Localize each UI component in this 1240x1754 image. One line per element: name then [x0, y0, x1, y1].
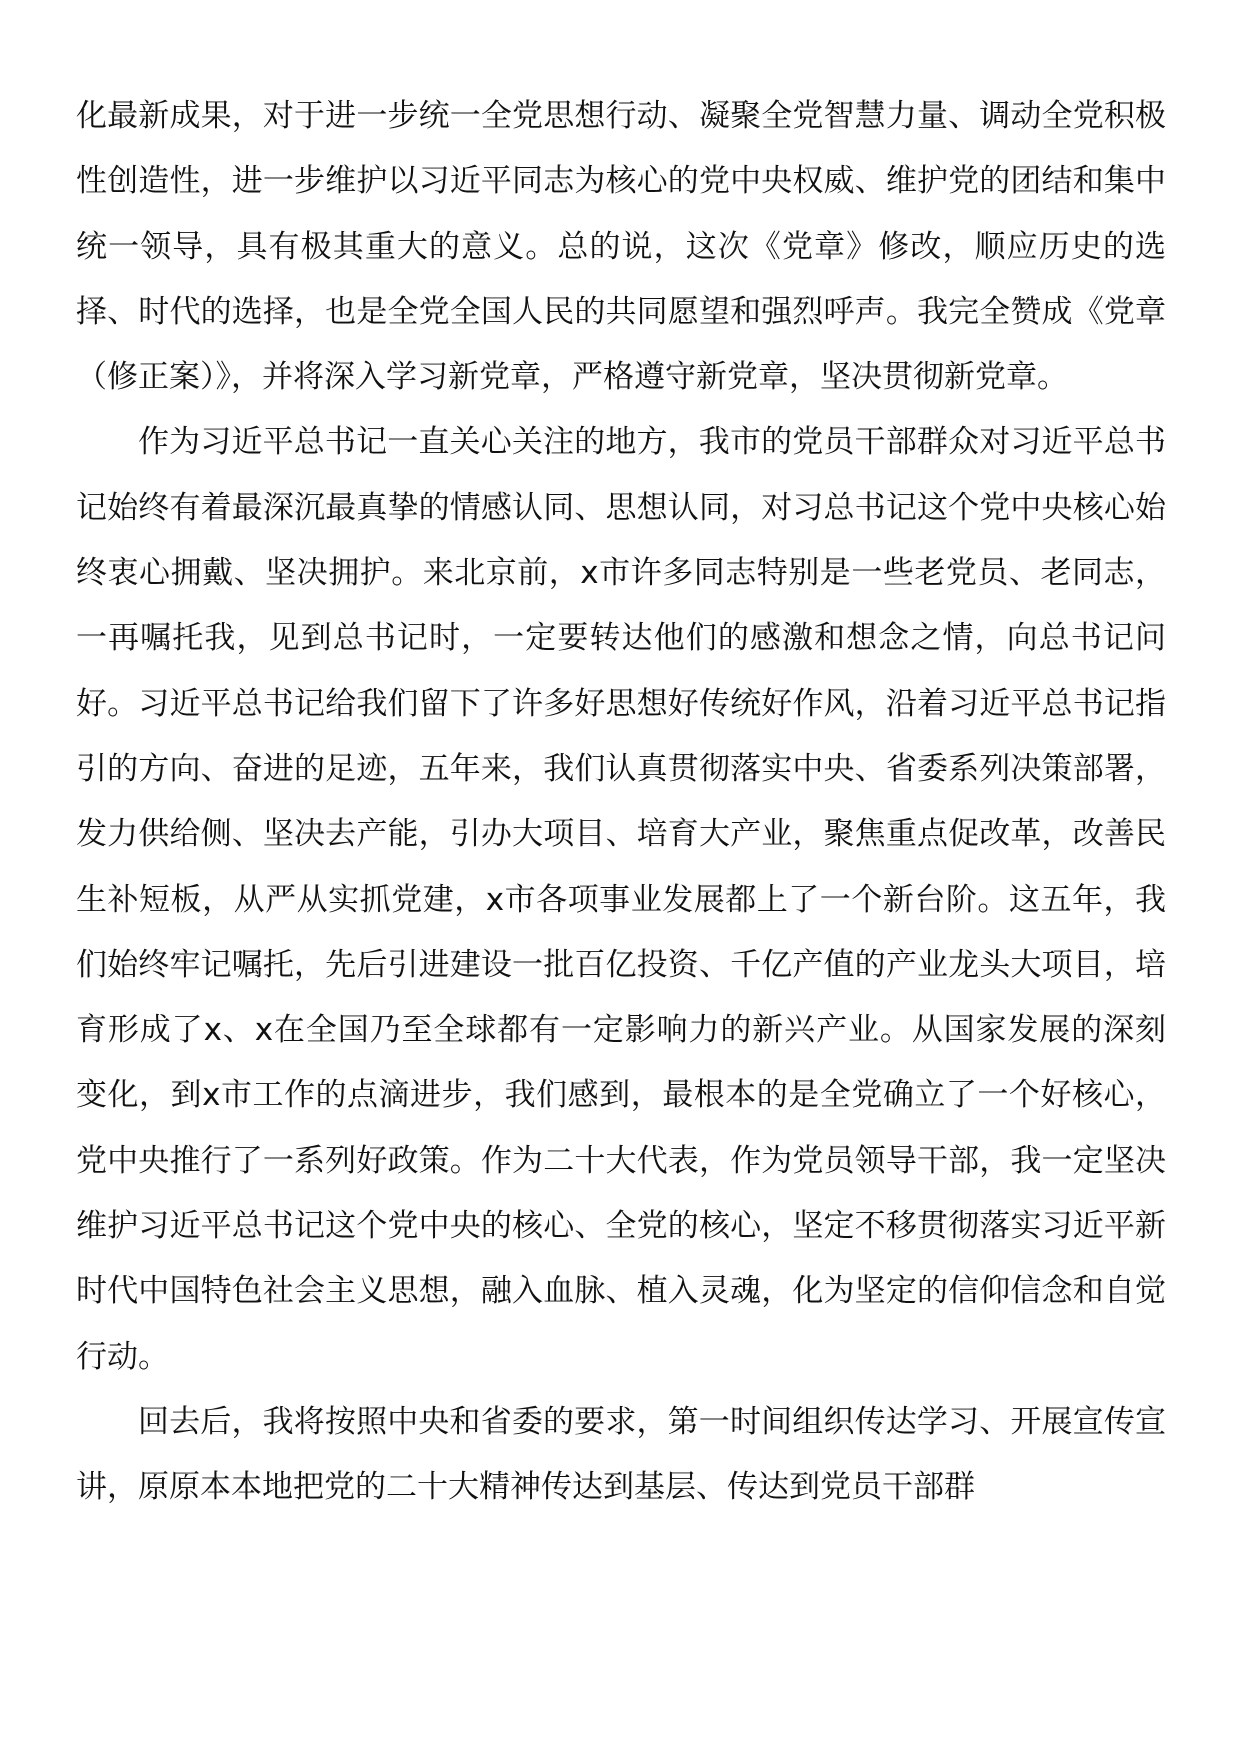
paragraph-next-steps: 回去后，我将按照中央和省委的要求，第一时间组织传达学习、开展宣传宣讲，原原本本地把党的二十大精神传达到基层、传达到党员干部群: [76, 1403, 1166, 1506]
paragraph-continuation: 化最新成果，对于进一步统一全党思想行动、凝聚全党智慧力量、调动全党积极性创造性，进一步维护以习近平同志为核心的党中央权威、维护党的团结和集中统一领导，具有极其重大的意义。总的说，这次《党章》修改，顺应历史的选择、时代的选择，也是全党全国人民的共同愿望和强烈呼声。我完全赞成《党章（修正案）》，并将深入学习新党章，严格遵守新党章，坚决贯彻新党章。: [76, 98, 1166, 396]
document-body: [76, 84, 1166, 1521]
paragraph-city-report: 作为习近平总书记一直关心关注的地方，我市的党员干部群众对习近平总书记始终有着最深沉最真挚的情感认同、思想认同，对习总书记这个党中央核心始终衷心拥戴、坚决拥护。来北京前，x市许多同志特别是一些老党员、老同志，一再嘱托我，见到总书记时，一定要转达他们的感激和想念之情，向总书记问好。习近平总书记给我们留下了许多好思想好传统好作风，沿着习近平总书记指引的方向、奋进的足迹，五年来，我们认真贯彻落实中央、省委系列决策部署，发力供给侧、坚决去产能，引办大项目、培育大产业，聚焦重点促改革，改善民生补短板，从严从实抓党建，x市各项事业发展都上了一个新台阶。这五年，我们始终牢记嘱托，先后引进建设一批百亿投资、千亿产值的产业龙头大项目，培育形成了x、x在全国乃至全球都有一定影响力的新兴产业。从国家发展的深刻变化，到x市工作的点滴进步，我们感到，最根本的是全党确立了一个好核心，党中央推行了一系列好政策。作为二十大代表，作为党员领导干部，我一定坚决维护习近平总书记这个党中央的核心、全党的核心，坚定不移贯彻落实习近平新时代中国特色社会主义思想，融入血脉、植入灵魂，化为坚定的信仰信念和自觉行动。: [76, 424, 1166, 1375]
